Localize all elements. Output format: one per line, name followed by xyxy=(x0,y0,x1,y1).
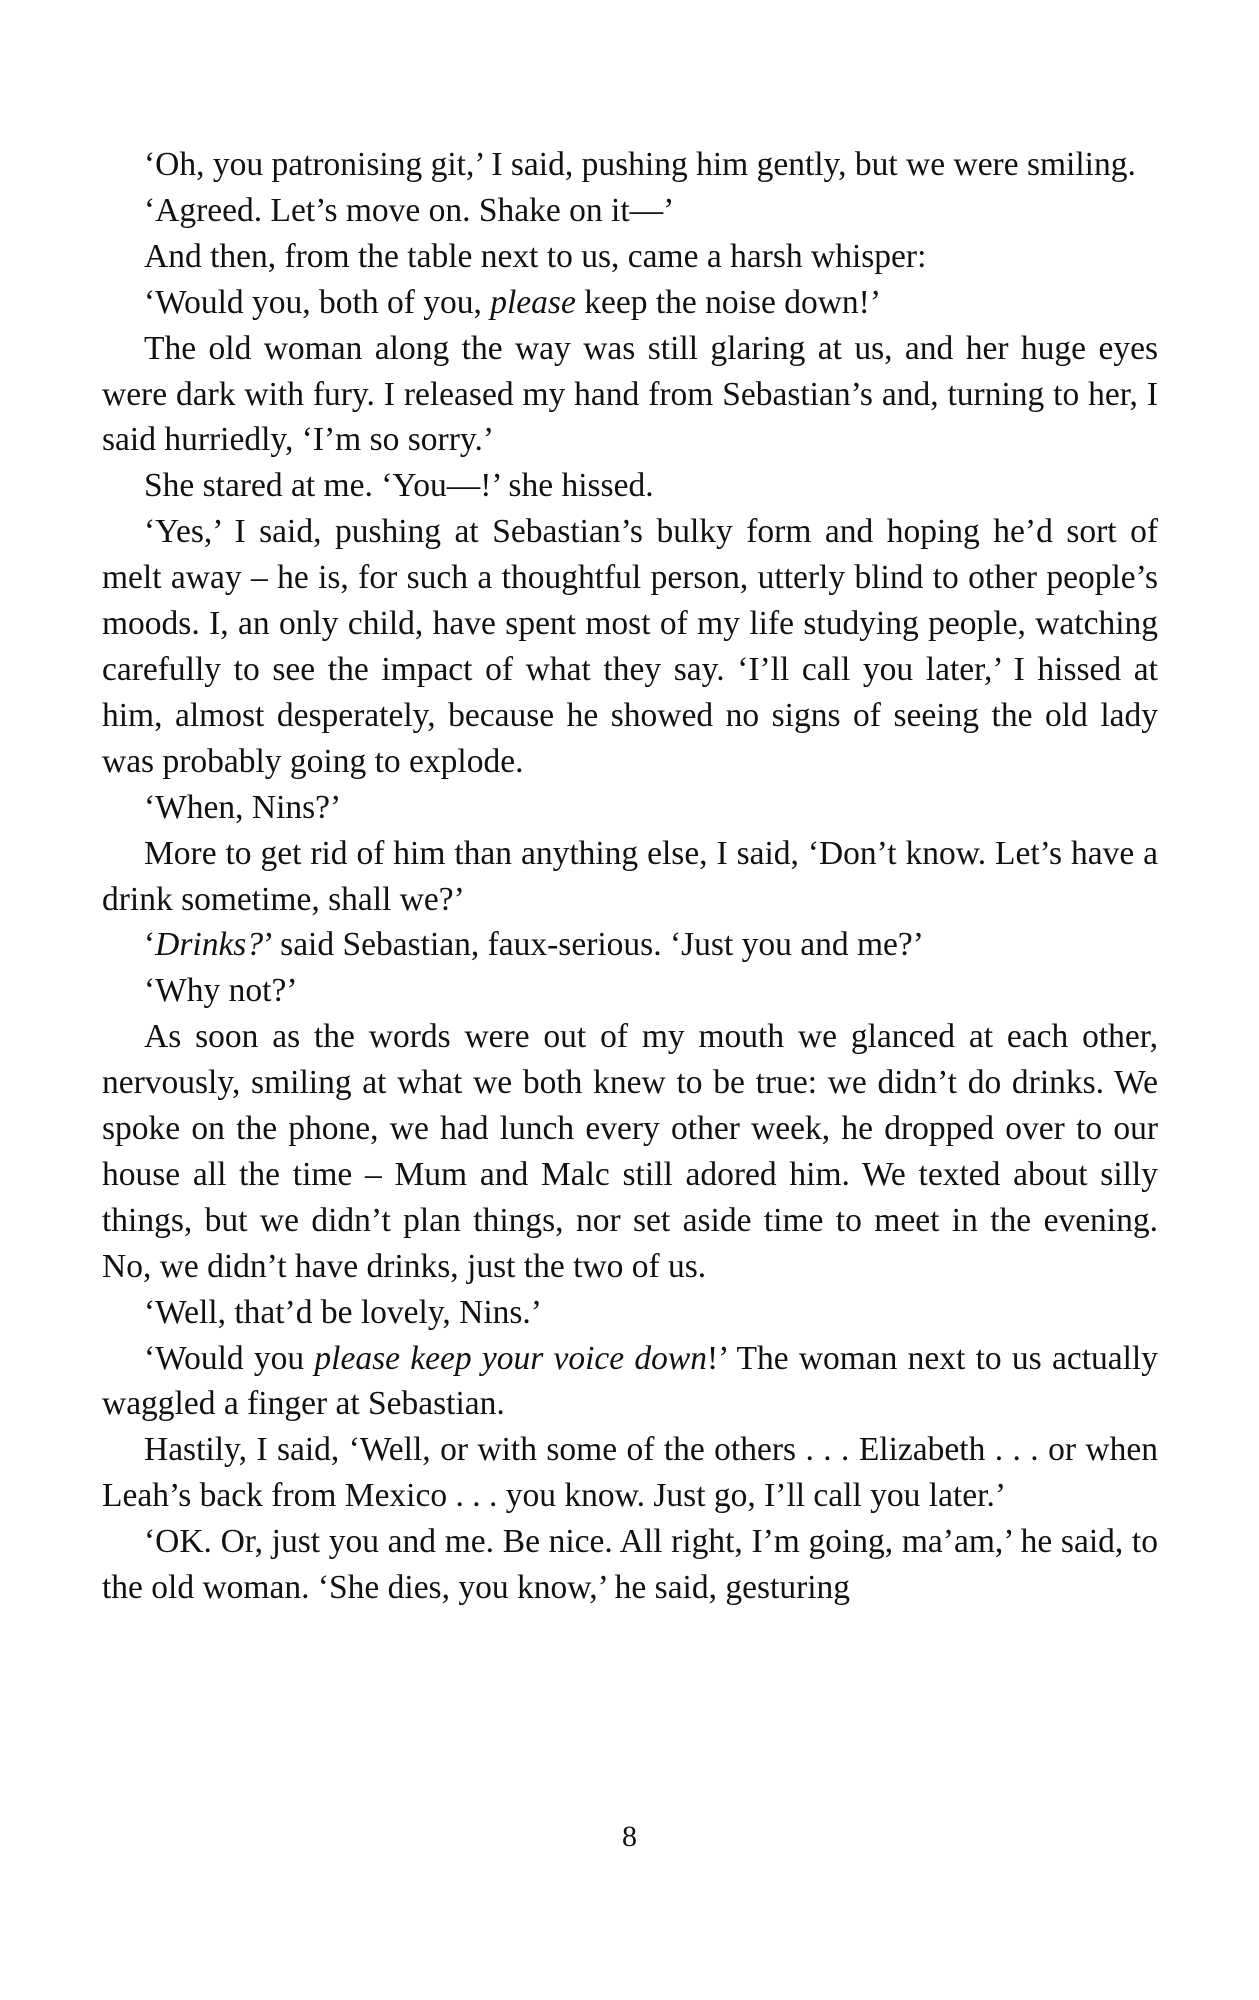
text-run: ‘Would you xyxy=(144,1339,315,1377)
paragraph xyxy=(102,968,1158,1014)
text-run: ‘Oh, you patronising git,’ I said, pushing him gently, but we were smiling. xyxy=(144,146,1136,183)
italic-text: please xyxy=(490,283,576,321)
paragraph xyxy=(102,463,1158,509)
text-run: ‘OK. Or, just you and me. Be nice. All right, I’m going, ma’am,’ he said, to the old woman. ‘She dies, you know,’ he said, gesturing xyxy=(102,1523,1158,1607)
text-run: Hastily, I said, ‘Well, or with some of the others . . . Elizabeth . . . or when Leah’s back from Mexico . . . you know. Just go, I’ll call you later.’ xyxy=(102,1431,1158,1515)
body-text xyxy=(102,142,1158,1611)
paragraph xyxy=(102,1427,1158,1519)
paragraph xyxy=(102,922,1158,968)
paragraph xyxy=(102,509,1158,784)
paragraph xyxy=(102,326,1158,464)
paragraph xyxy=(102,831,1158,923)
text-run: ‘Why not?’ xyxy=(144,972,298,1010)
text-run: !’ The woman next to us actually waggled a finger at Sebastian. xyxy=(102,1339,1158,1423)
text-run: ‘ xyxy=(144,926,156,964)
text-run: ‘Would you, both of you, xyxy=(144,283,491,321)
text-run: More to get rid of him than anything else, I said, ‘Don’t know. Let’s have a drink sometime, shall we?’ xyxy=(102,834,1158,918)
paragraph xyxy=(102,280,1158,326)
text-run: She stared at me. ‘You—!’ she hissed. xyxy=(144,467,654,505)
text-run: The old woman along the way was still glaring at us, and her huge eyes were dark with fury. I released my hand from Sebastian’s and, turning to her, I said hurriedly, ‘I’m so sorry.’ xyxy=(102,329,1158,459)
text-run: ’ said Sebastian, faux-serious. ‘Just you and me?’ xyxy=(263,926,924,964)
italic-text: please keep your voice down xyxy=(314,1339,708,1377)
page-number: 8 xyxy=(622,1820,637,1853)
text-run: keep the noise down!’ xyxy=(575,283,881,321)
paragraph xyxy=(102,1336,1158,1428)
paragraph xyxy=(102,234,1158,280)
text-run: As soon as the words were out of my mouth we glanced at each other, nervously, smiling at what we both knew to be true: we didn’t do drinks. We spoke on the phone, we had lunch every other week, he dropped over to our house all the time – Mum and Malc still adored him. We texted about silly things, but we didn’t plan things, nor set aside time to meet in the evening. No, we didn’t have drinks, just the two of us. xyxy=(102,1018,1158,1285)
paragraph xyxy=(102,1290,1158,1336)
paragraph xyxy=(102,142,1158,188)
text-run: ‘Yes,’ I said, pushing at Sebastian’s bulky form and hoping he’d sort of melt away – he is, for such a thoughtful person, utterly blind to other people’s moods. I, an only child, have spent most of my life studying people, watching carefully to see the impact of what they say. ‘I’ll call you later,’ I hissed at him, almost desperately, because he showed no signs of seeing the old lady was probably going to explode. xyxy=(102,513,1158,780)
paragraph xyxy=(102,1519,1158,1611)
text-run: ‘When, Nins?’ xyxy=(144,788,342,826)
paragraph xyxy=(102,1014,1158,1289)
text-run: And then, from the table next to us, came a harsh whisper: xyxy=(144,237,927,275)
italic-text: Drinks? xyxy=(155,926,264,964)
paragraph xyxy=(102,188,1158,234)
text-run: ‘Well, that’d be lovely, Nins.’ xyxy=(144,1293,542,1331)
text-run: ‘Agreed. Let’s move on. Shake on it—’ xyxy=(144,191,675,229)
paragraph xyxy=(102,785,1158,831)
